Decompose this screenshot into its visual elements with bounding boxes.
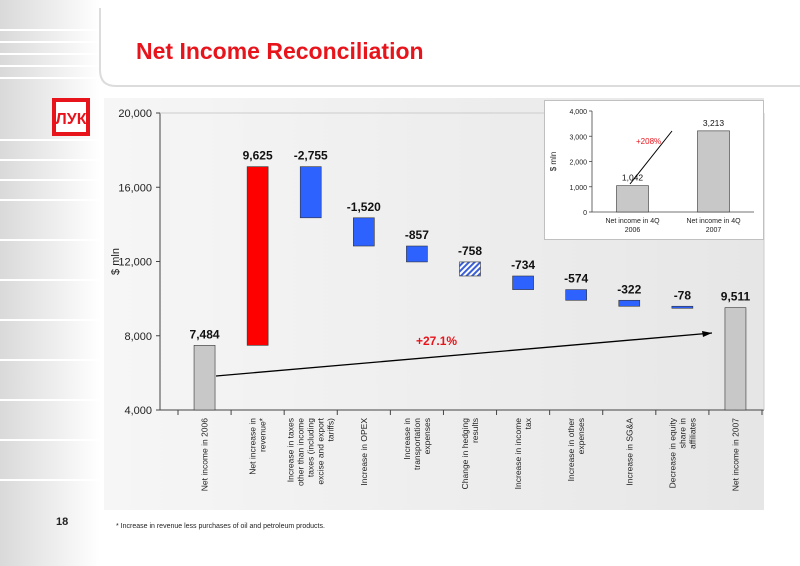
footnote: * Increase in revenue less purchases of oil and petroleum products. [116,523,325,530]
bar-5 [460,262,481,276]
category-label: expenses [576,418,587,455]
category-label: revenue* [257,418,268,453]
y-tick-label: 16,000 [118,182,152,195]
inset-category-label: Net income in 4Q [605,218,660,225]
category-label: results [470,418,480,444]
inset-y-tick-label: 2,000 [569,159,587,167]
category-label: Decrease in equity [667,418,678,489]
category-label: tax [523,418,534,430]
bar-2 [300,167,321,218]
value-label: -322 [617,282,642,297]
inset-value-label: 3,213 [702,117,725,128]
category-label: Increase in OPEX [358,418,369,486]
value-label: -2,755 [293,148,328,163]
value-label: -758 [457,243,483,258]
y-axis-label: $ mln [110,248,122,275]
value-label: -574 [564,271,589,286]
y-tick-label: 4,000 [124,405,152,417]
category-label: Net increase in [247,418,258,475]
logo-text: ЛУК [55,111,87,128]
growth-arrow [216,333,712,376]
inset-chart [544,100,764,240]
bar-6 [513,276,534,290]
inset-y-tick-label: 4,000 [569,109,587,116]
category-label: excise and export [315,418,326,485]
category-label: Increase in [401,418,412,460]
main-category-labels [200,417,741,491]
y-tick-label: 20,000 [118,108,152,120]
value-label: 7,484 [189,327,220,342]
bar-1 [247,167,268,346]
page-number: 18 [56,516,69,528]
inset-bar-1 [698,131,730,212]
inset-y-axis-label: $ mln [549,151,558,172]
inset-y-tick-label: 3,000 [569,134,587,142]
y-tick-label: 8,000 [124,330,152,343]
value-label: -734 [511,257,536,272]
category-label: Net income in 2007 [730,418,741,492]
page-title: Net Income Reconciliation [136,38,424,64]
category-label: Increase in SG&A [624,418,635,486]
bar-0 [194,345,215,410]
value-label: 9,511 [720,289,751,304]
category-label: other than income [295,418,306,487]
bar-9 [672,306,693,308]
category-label: Change in hedging [460,418,470,490]
growth-annotation: +27.1% [416,334,458,348]
bar-10 [725,308,746,410]
value-label: -1,520 [346,199,381,214]
bar-7 [566,290,587,301]
category-label: taxes (including [305,418,316,478]
inset-y-tick-label: 0 [583,210,587,217]
inset-y-tick-label: 1,000 [569,184,587,192]
category-label: Increase in income [513,418,524,490]
category-label: tariffs) [325,418,336,442]
inset-category-label: Net income in 4Q [686,218,741,225]
value-label: 9,625 [242,148,273,163]
category-label: Increase in taxes [285,418,296,483]
inset-category-label: 2006 [624,227,641,234]
category-label: transportation [411,418,422,470]
bar-3 [353,218,374,246]
category-label: Net income in 2006 [199,418,210,492]
growth-arrow-head [702,331,712,337]
inset-category-label: 2007 [705,227,722,234]
category-label: expenses [421,418,432,455]
bar-8 [619,300,640,306]
category-label: affiliates [687,418,698,450]
inset-bar-0 [617,186,649,212]
inset-value-label: 1,042 [621,172,644,183]
bar-4 [406,246,427,262]
category-label: share in [677,418,688,449]
y-tick-label: 12,000 [118,256,152,269]
value-label: -78 [673,288,692,303]
value-label: -857 [404,228,429,243]
inset-annotation: +208% [636,137,662,146]
category-label: Increase in other [566,418,577,482]
